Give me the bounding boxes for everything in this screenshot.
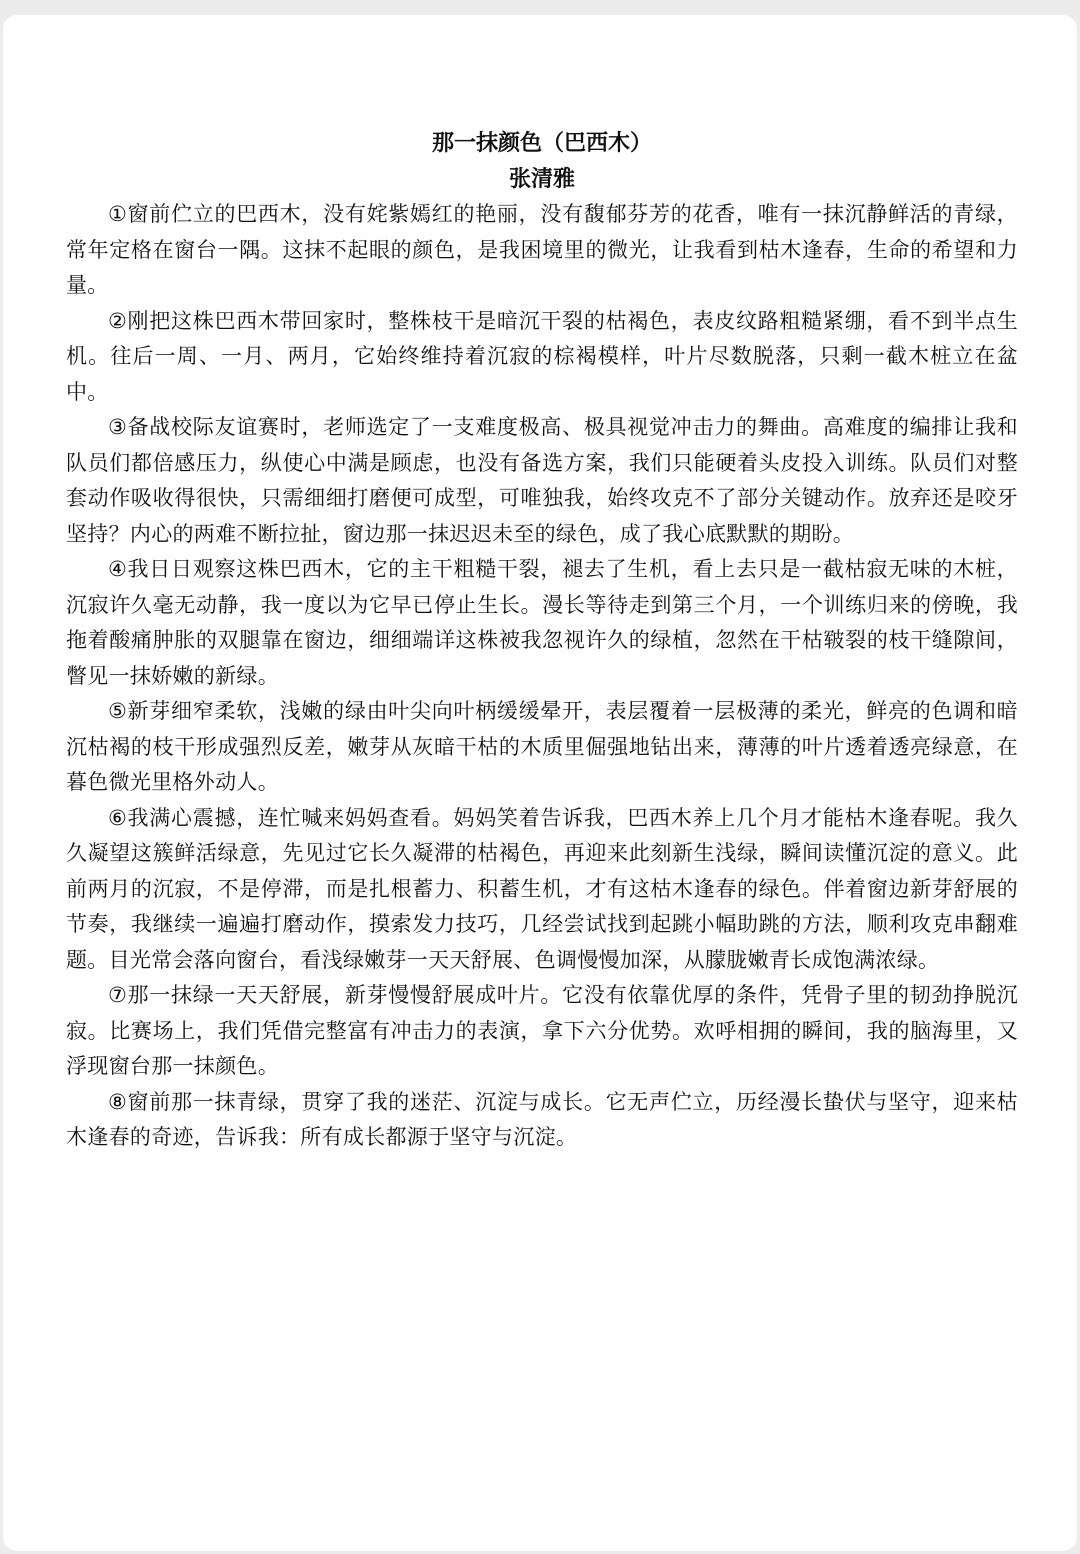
paragraph-5: ⑤新芽细窄柔软，浅嫩的绿由叶尖向叶柄缓缓晕开，表层覆着一层极薄的柔光，鲜亮的色调和暗沉枯褐的枝干形成强烈反差，嫩芽从灰暗干枯的木质里倔强地钻出来，薄薄的叶片透着透亮绿意，在暮色微光里格外动人。 <box>66 699 1018 794</box>
article <box>66 126 1018 1156</box>
paragraph-6: ⑥我满心震撼，连忙喊来妈妈查看。妈妈笑着告诉我，巴西木养上几个月才能枯木逢春呢。我久久凝望这簇鲜活绿意，先见过它长久凝滞的枯褐色，再迎来此刻新生浅绿，瞬间读懂沉淀的意义。此前两月的沉寂，不是停滞，而是扎根蓄力、积蓄生机，才有这枯木逢春的绿色。伴着窗边新芽舒展的节奏，我继续一遍遍打磨动作，摸索发力技巧，几经尝试找到起跳小幅助跳的方法，顺利攻克串翻难题。目光常会落向窗台，看浅绿嫩芽一天天舒展、色调慢慢加深，从朦胧嫩青长成饱满浓绿。 <box>66 805 1018 972</box>
article-author: 张清雅 <box>508 166 575 192</box>
paragraph-1: ①窗前伫立的巴西木，没有姹紫嫣红的艳丽，没有馥郁芬芳的花香，唯有一抹沉静鲜活的青绿，常年定格在窗台一隅。这抹不起眼的颜色，是我困境里的微光，让我看到枯木逢春，生命的希望和力量。 <box>66 202 1018 297</box>
article-title: 那一抹颜色（巴西木） <box>431 131 652 156</box>
paragraph-3: ③备战校际友谊赛时，老师选定了一支难度极高、极具视觉冲击力的舞曲。高难度的编排让我和队员们都倍感压力，纵使心中满是顾虑，也没有备选方案，我们只能硬着头皮投入训练。队员们对整套动作吸收得很快，只需细细打磨便可成型，可唯独我，始终攻克不了部分关键动作。放弃还是咬牙坚持？内心的两难不断拉扯，窗边那一抹迟迟未至的绿色，成了我心底默默的期盼。 <box>66 415 1018 546</box>
paragraph-8: ⑧窗前那一抹青绿，贯穿了我的迷茫、沉淀与成长。它无声伫立，历经漫长蛰伏与坚守，迎来枯木逢春的奇迹，告诉我：所有成长都源于坚守与沉淀。 <box>66 1089 1018 1149</box>
paragraph-4: ④我日日观察这株巴西木，它的主干粗糙干裂，褪去了生机，看上去只是一截枯寂无味的木桩，沉寂许久毫无动静，我一度以为它早已停止生长。漫长等待走到第三个月，一个训练归来的傍晚，我拖着酸痛肿胀的双腿靠在窗边，细细端详这株被我忽视许久的绿植，忽然在干枯皲裂的枝干缝隙间，瞥见一抹娇嫩的新绿。 <box>66 557 1018 688</box>
paragraph-7: ⑦那一抹绿一天天舒展，新芽慢慢舒展成叶片。它没有依靠优厚的条件，凭骨子里的韧劲挣脱沉寂。比赛场上，我们凭借完整富有冲击力的表演，拿下六分优势。欢呼相拥的瞬间，我的脑海里，又浮现窗台那一抹颜色。 <box>66 983 1018 1078</box>
paragraph-2: ②刚把这株巴西木带回家时，整株枝干是暗沉干裂的枯褐色，表皮纹路粗糙紧绷，看不到半点生机。往后一周、一月、两月，它始终维持着沉寂的棕褐模样，叶片尽数脱落，只剩一截木桩立在盆中。 <box>66 308 1018 404</box>
document-page <box>3 15 1077 1551</box>
